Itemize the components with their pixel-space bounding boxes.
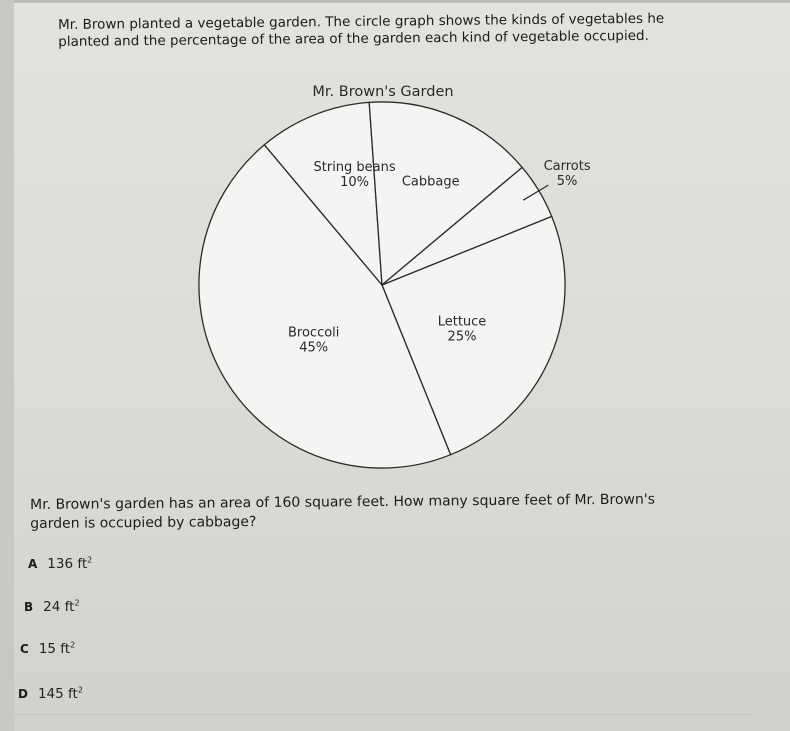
slice-value-lettuce: 25% [447,329,477,345]
question-line-1: Mr. Brown's garden has an area of 160 square feet. How many square feet of Mr. Brown's [30,491,656,513]
choice-letter: C [20,641,29,656]
bottom-divider [14,714,754,715]
answer-choice-c[interactable] [20,640,75,657]
choice-letter: D [18,686,28,701]
slice-label-broccoli: Broccoli [287,325,340,341]
intro-line-1: Mr. Brown planted a vegetable garden. The circle graph shows the kinds of vegetables he [58,10,665,33]
slice-label-cabbage: Cabbage [401,174,460,190]
intro-line-2: planted and the percentage of the area of the garden each kind of vegetable occupied. [58,27,649,50]
slice-value-broccoli: 45% [299,340,329,356]
answer-choice-a[interactable] [28,555,92,572]
slice-label-string-beans: String beans [313,159,396,175]
question-line-2: garden is occupied by cabbage? [30,514,257,532]
slice-label-carrots: Carrots [543,158,591,174]
choice-value: 24 $ft^2$ [43,598,80,615]
chart-title: Mr. Brown's Garden [312,84,454,100]
question-text [30,490,750,534]
answer-choice-b[interactable] [24,598,80,615]
choice-letter: B [24,599,34,614]
slice-value-carrots: 5% [556,173,578,189]
answer-choice-d[interactable] [18,685,83,702]
choice-letter: A [28,556,38,571]
slice-label-lettuce: Lettuce [437,314,487,330]
pie-slices [199,102,565,468]
choice-value: 145 $ft^2$ [37,685,83,702]
slice-value-string-beans: 10% [340,174,370,190]
choice-value: 15 $ft^2$ [38,640,76,657]
choice-value: 136 $ft^2$ [47,555,93,572]
